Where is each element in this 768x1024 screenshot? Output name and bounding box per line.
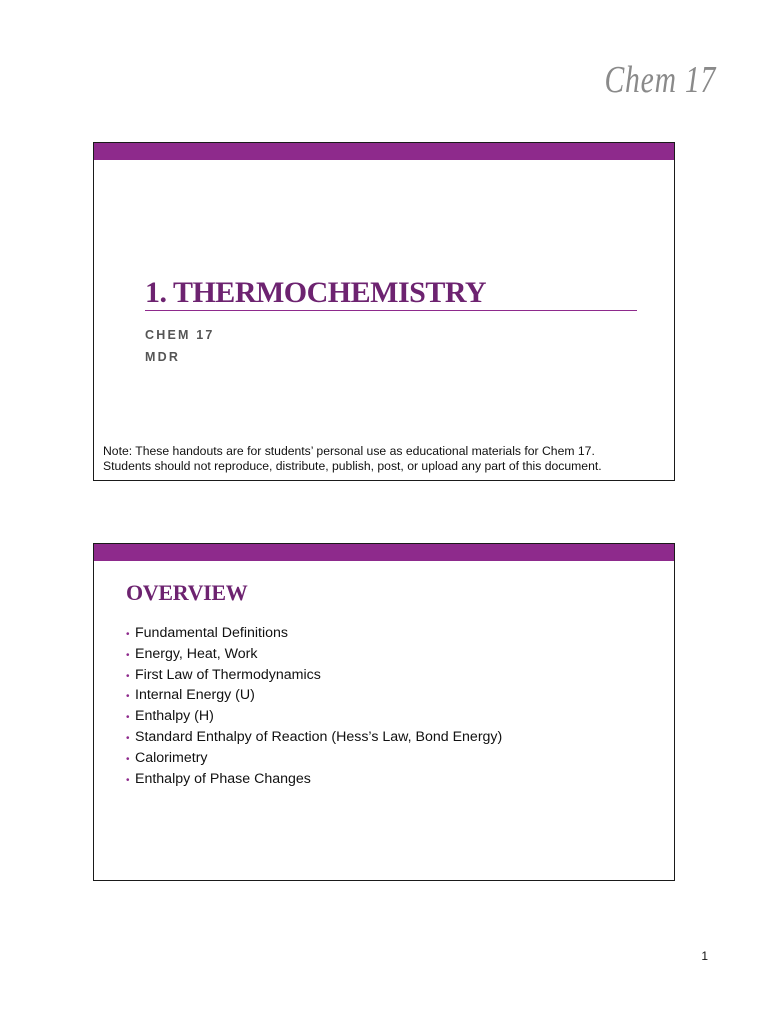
subtitle-course: CHEM 17 bbox=[145, 328, 215, 342]
slide-accent-band bbox=[94, 143, 674, 160]
bullet-icon: • bbox=[126, 732, 130, 744]
bullet-icon: • bbox=[126, 670, 130, 682]
overview-list bbox=[126, 624, 502, 790]
bullet-icon: • bbox=[126, 774, 130, 786]
title-slide bbox=[93, 142, 675, 481]
usage-note bbox=[103, 444, 602, 473]
bullet-icon: • bbox=[126, 712, 130, 724]
usage-note-line: Note: These handouts are for students’ personal use as educational materials for Chem 17. bbox=[103, 444, 595, 458]
overview-title: OVERVIEW bbox=[126, 580, 248, 605]
course-header: Chem 17 bbox=[604, 59, 716, 101]
slide-title: 1. THERMOCHEMISTRY bbox=[145, 276, 487, 309]
page-number: 1 bbox=[701, 949, 708, 963]
bullet-icon: • bbox=[126, 649, 130, 661]
subtitle-author: MDR bbox=[145, 350, 181, 364]
list-item: • Standard Enthalpy of Reaction (Hess’s Law, Bond Energy) bbox=[126, 728, 502, 749]
overview-slide bbox=[93, 543, 675, 881]
usage-note-line: Students should not reproduce, distribute, publish, post, or upload any part of this document. bbox=[103, 458, 602, 473]
bullet-icon: • bbox=[126, 629, 130, 640]
list-item: • Energy, Heat, Work bbox=[126, 645, 502, 666]
list-item: • Fundamental Definitions bbox=[126, 624, 502, 645]
list-item: • Enthalpy of Phase Changes bbox=[126, 770, 502, 791]
bullet-icon: • bbox=[126, 753, 130, 765]
title-underline bbox=[145, 310, 637, 311]
list-item: • Enthalpy (H) bbox=[126, 707, 502, 728]
list-item: • First Law of Thermodynamics bbox=[126, 666, 502, 687]
bullet-icon: • bbox=[126, 691, 130, 703]
list-item: • Calorimetry bbox=[126, 749, 502, 770]
slide-accent-band bbox=[94, 544, 674, 561]
list-item: • Internal Energy (U) bbox=[126, 686, 502, 707]
